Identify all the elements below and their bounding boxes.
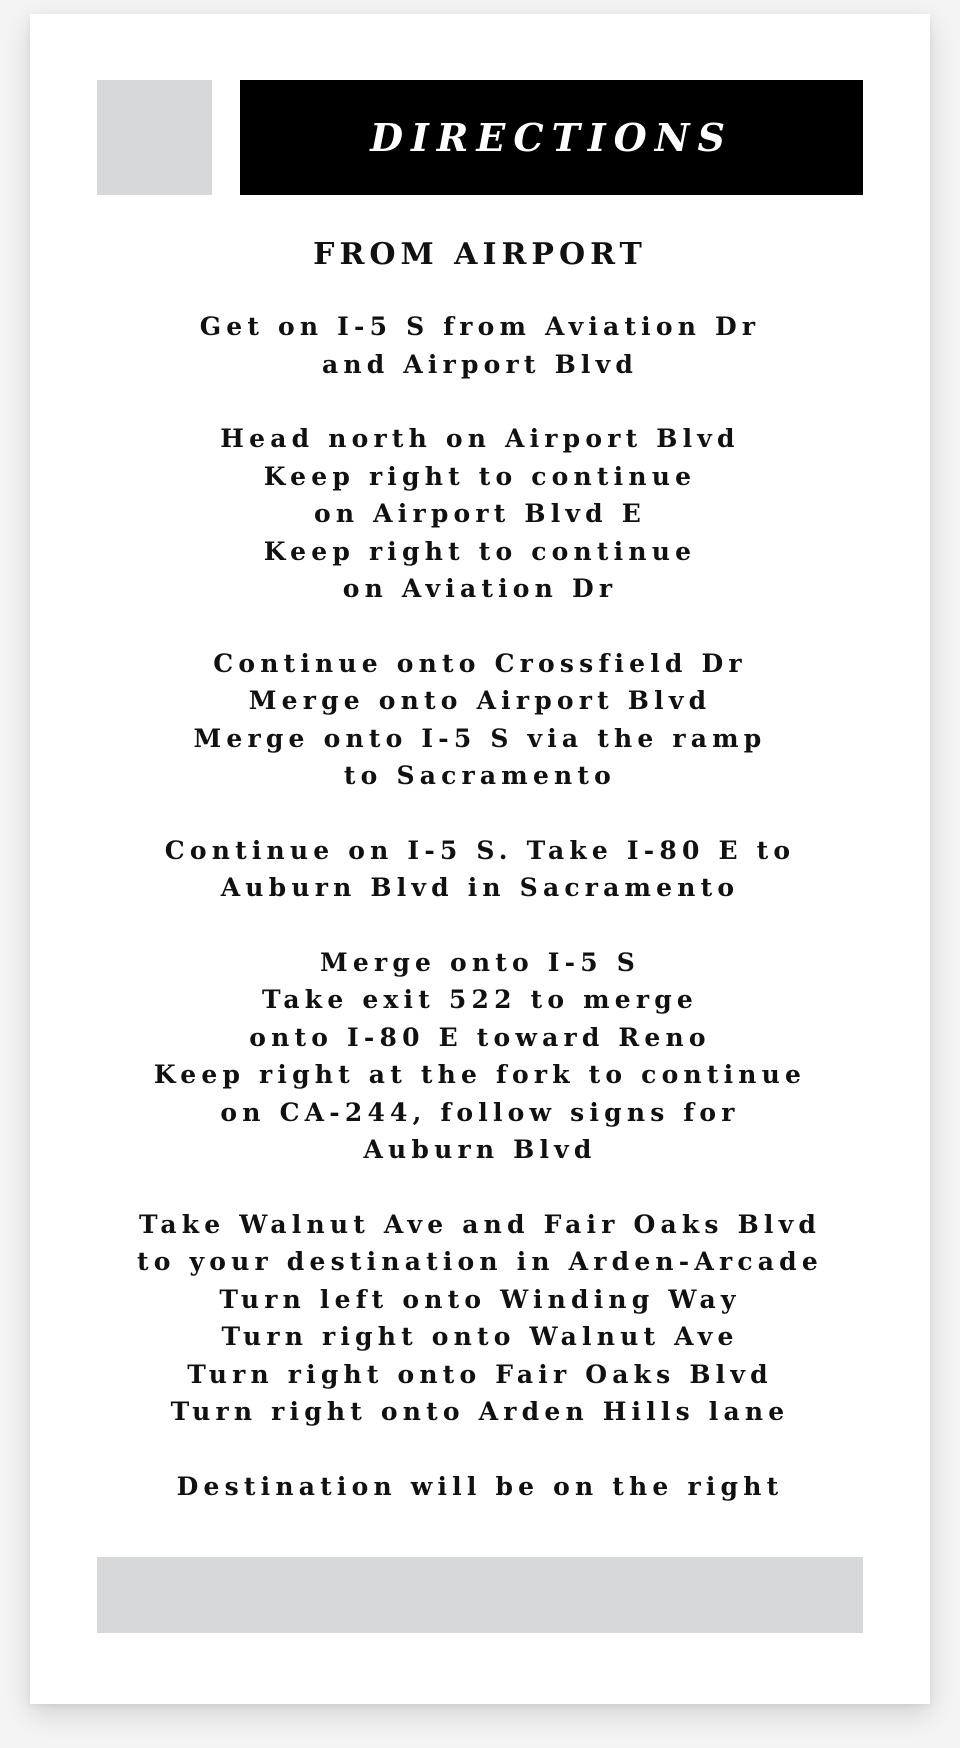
direction-line: on Airport Blvd E (314, 499, 646, 528)
footer-accent-bar (97, 1557, 863, 1633)
direction-line: Merge onto I-5 S (319, 947, 641, 977)
header-accent-square (97, 80, 212, 195)
direction-line: Turn right onto Fair Oaks Blvd (187, 1359, 773, 1389)
direction-line: Turn right onto Walnut Ave (221, 1322, 739, 1351)
header-bar (240, 80, 863, 195)
direction-line: on Aviation Dr (342, 574, 618, 603)
section-heading: FROM AIRPORT (313, 237, 647, 272)
direction-line: to Sacramento (343, 761, 617, 790)
direction-line: Merge onto I-5 S via the ramp (193, 723, 767, 753)
page-title: DIRECTIONS (370, 115, 733, 160)
direction-line: Take exit 522 to merge (261, 985, 699, 1014)
direction-line: Keep right at the fork to continue (153, 1060, 807, 1089)
direction-line: Continue on I-5 S. Take I-80 E to (164, 835, 796, 865)
direction-block (97, 420, 863, 608)
direction-line: Take Walnut Ave and Fair Oaks Blvd (138, 1209, 822, 1239)
direction-block (97, 308, 863, 383)
direction-line: Head north on Airport Blvd (220, 424, 740, 453)
direction-line: and Airport Blvd (321, 349, 639, 379)
direction-line: on CA-244, follow signs for (220, 1097, 740, 1127)
direction-block (97, 944, 863, 1169)
directions-content (97, 236, 863, 1542)
direction-line: onto I-80 E toward Reno (249, 1022, 711, 1052)
direction-block (97, 645, 863, 795)
direction-block (97, 832, 863, 907)
direction-line: Continue onto Crossfield Dr (213, 648, 747, 678)
direction-line: Merge onto Airport Blvd (248, 686, 712, 715)
direction-line: Keep right to continue (263, 536, 697, 566)
directions-card (30, 14, 930, 1704)
direction-line: Auburn Blvd (363, 1135, 597, 1164)
direction-line: Auburn Blvd in Sacramento (220, 873, 740, 902)
direction-line: Turn left onto Winding Way (219, 1284, 741, 1314)
direction-block (97, 1206, 863, 1431)
direction-block (97, 1468, 863, 1506)
direction-line: Keep right to continue (263, 461, 697, 491)
direction-line: to your destination in Arden-Arcade (137, 1247, 823, 1276)
direction-line: Turn right onto Arden Hills lane (170, 1397, 790, 1426)
direction-line: Get on I-5 S from Aviation Dr (199, 312, 761, 341)
direction-line: Destination will be on the right (176, 1471, 784, 1501)
